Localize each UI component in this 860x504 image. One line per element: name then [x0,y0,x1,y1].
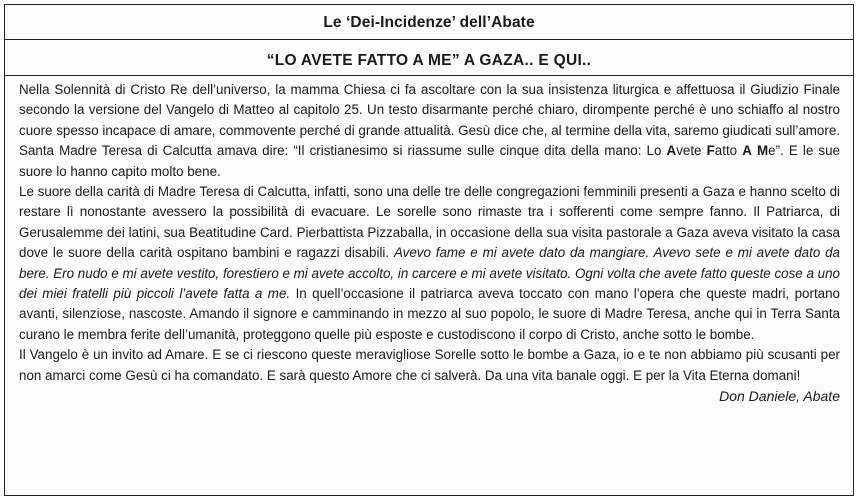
quote-fragment: atto [714,143,743,159]
paragraph-3-text: Il Vangelo è un invito ad Amare. E se ci riescono queste meravigliose Sorelle sotto le bombe a Gaza, io e te non abbiamo più scusanti per non amarci come Gesù ci ha comandato. E sarà questo Amore che ci salverà. Da una vita banale oggi. E per la Vita Eterna domani! [19,347,840,383]
paragraph-1 [19,80,840,182]
emphasis-letter: A [666,143,677,159]
article-headline: “LO AVETE FATTO A ME” A GAZA.. E QUI.. [266,52,592,69]
article-body [19,80,840,407]
headline-divider [5,75,853,76]
paragraph-3 [19,345,840,405]
quote-fragment: vete [676,143,707,159]
paragraph-2 [19,182,840,345]
article-box [4,4,854,496]
paragraph-1-ending: ”. E le sue suore lo hanno capito molto bene. [19,143,840,179]
paragraph-1-text: Nella Solennità di Cristo Re dell’universo, la mamma Chiesa ci fa ascoltare con la sua insistenza liturgica e affettuosa il Giudizio Finale secondo la versione del Vangelo di Matteo al capitolo 25. Un testo disarmante perché chiaro, dirompente perché è uno schiaffo al nostro cuore spesso incapace di amare, commovente perché di grande attualità. Gesù dice che, al termine della vita, saremo giudicati sull’amore. Santa Madre Teresa di Calcutta amava dire: “Il cristianesimo si riassume sulle cinque dita della mano: Lo [19,82,840,159]
emphasis-letter: A [742,143,752,159]
emphasis-letter: F [706,143,715,159]
emphasis-letter: M [756,143,769,159]
paragraph-2-text: Le suore della carità di Madre Teresa di Calcutta, infatti, sono una delle tre delle congregazioni femminili presenti a Gaza e hanno scelto di restare lì nonostante avessero la possibilità di evacuare. Le sorelle sono rimaste tra i sofferenti come sempre fanno. Il Patriarca, di Gerusalemme dei latini, sua Beatitudine Card. Pierbattista Pizzaballa, in occasione della sua visita pastorale a Gaza aveva visitato la casa dove le suore della carità ospitano bambini e ragazzi disabili. [19,184,840,261]
column-title: Le ‘Dei-Incidenze’ dell’Abate [323,14,535,31]
paragraph-2-ending: In quell’occasione il patriarca aveva toccato con mano l’opera che queste madri, portano avanti, silenziose, nascoste. Amando il signore e camminando in mezzo al suo popolo, le suore di Madre Teresa, anche qui in Terra Santa curano le membra ferite dell’umanità, proteggono quelle più esposte e custodiscono il corpo di Cristo, anche sotto le bombe. [19,286,841,342]
author-signature: Don Daniele, Abate [719,388,840,405]
title-divider [5,39,853,40]
quote-fragment: e [768,143,776,159]
gospel-quote: Avevo fame e mi avete dato da mangiare. Avevo sete e mi avete dato da bere. Ero nudo e mi avete vestito, forestiero e mi avete accolto, in carcere e mi avete visitato. Ogni volta che avete fatto queste cose a uno dei miei fratelli più piccoli l’avete fatta a me. [19,245,840,302]
